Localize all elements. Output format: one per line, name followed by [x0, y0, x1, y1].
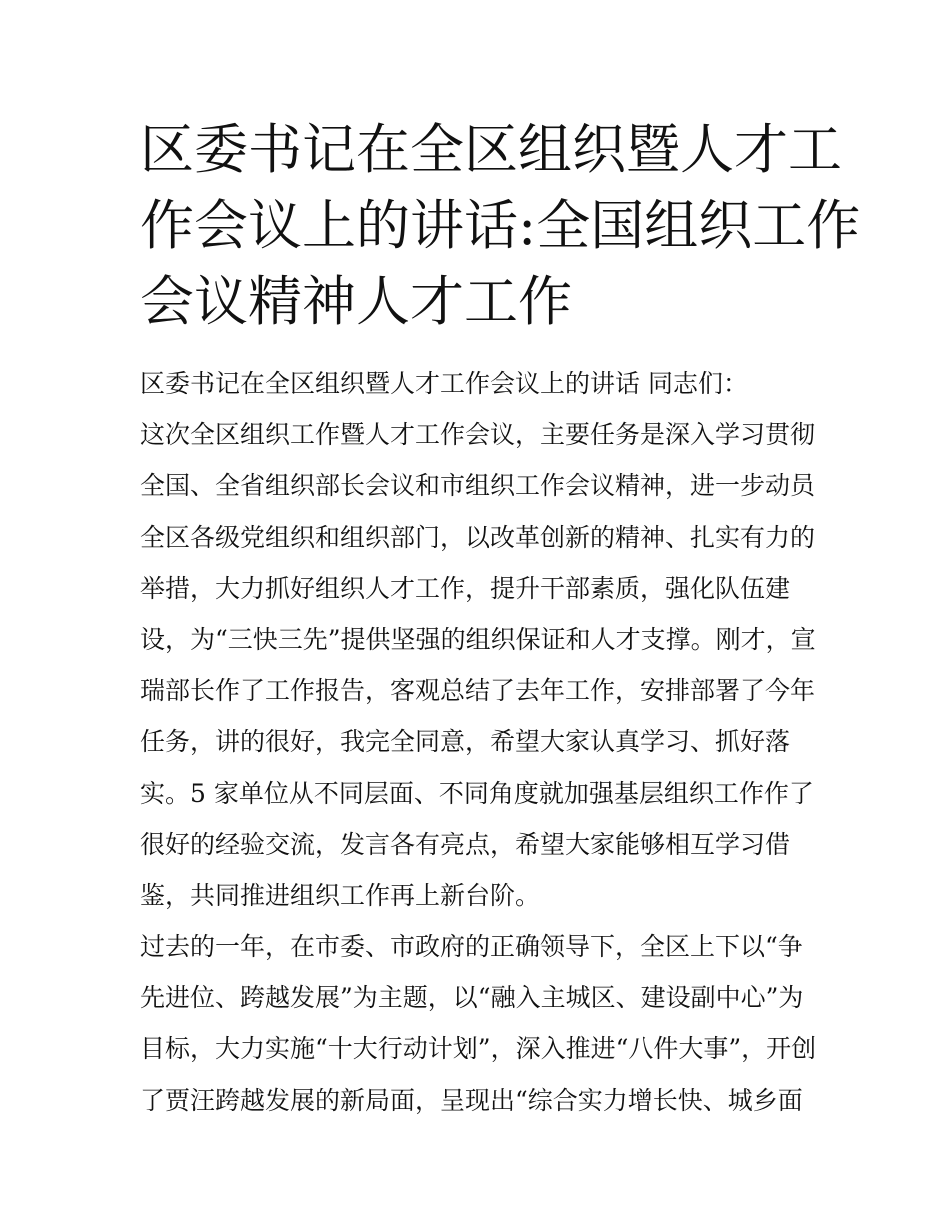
- body-line: 很好的经验交流，发言各有亮点，希望大家能够相互学习借: [140, 829, 791, 859]
- body-line: 设，为“三快三先”提供坚强的组织保证和人才支撑。刚才，宣: [140, 624, 816, 654]
- body-line: 目标，大力实施“十大行动计划”，深入推进“八件大事”，开创: [140, 1034, 817, 1064]
- body-line: 实。5 家单位从不同层面、不同角度就加强基层组织工作作了: [140, 778, 814, 808]
- body-line: 全国、全省组织部长会议和市组织工作会议精神，进一步动员: [140, 471, 816, 501]
- body-line: 鉴，共同推进组织工作再上新台阶。: [140, 880, 541, 910]
- body-line: 过去的一年，在市委、市政府的正确领导下，全区上下以“争: [140, 932, 803, 962]
- body-line: 了贾汪跨越发展的新局面，呈现出“综合实力增长快、城乡面: [140, 1085, 803, 1115]
- body-line: 区委书记在全区组织暨人才工作会议上的讲话 同志们：: [140, 369, 748, 398]
- body-line: 瑞部长作了工作报告，客观总结了去年工作，安排部署了今年: [140, 676, 816, 706]
- title-line: 区委书记在全区组织暨人才工: [140, 118, 842, 181]
- title-line: 作会议上的讲话:全国组织工作: [140, 194, 861, 257]
- body-line: 先进位、跨越发展”为主题，以“融入主城区、建设副中心”为: [140, 983, 804, 1013]
- body-line: 举措，大力抓好组织人才工作，提升干部素质，强化队伍建: [140, 573, 791, 603]
- body-line: 任务，讲的很好，我完全同意，希望大家认真学习、抓好落: [140, 727, 791, 757]
- body-line: 这次全区组织工作暨人才工作会议，主要任务是深入学习贯彻: [140, 420, 816, 450]
- body-line: 全区各级党组织和组织部门，以改革创新的精神、扎实有力的: [140, 522, 816, 552]
- title-line: 会议精神人才工作: [140, 270, 572, 333]
- document-title: [140, 112, 861, 340]
- document-body: [140, 358, 830, 1126]
